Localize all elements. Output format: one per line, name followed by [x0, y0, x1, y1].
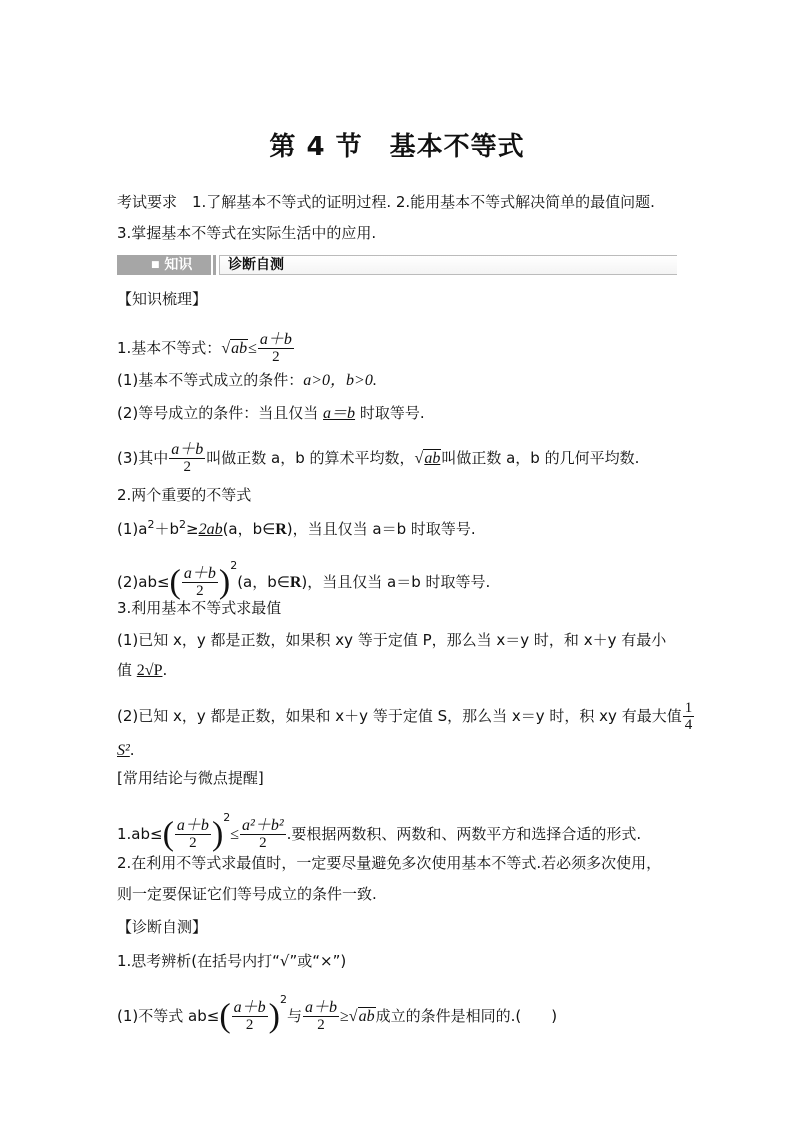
bullet-icon: ■: [151, 260, 160, 270]
sqrt-ab: √ab: [414, 450, 441, 467]
max-value-line1: (2)已知 x，y 都是正数，如果和 x＋y 等于定值 S，那么当 x＝y 时，积 xy 有最大值 $\frac{1}{4}$: [117, 700, 693, 733]
tips-heading: [常用结论与微点提醒]: [117, 769, 264, 787]
fraction: $\frac{a+b}{2}$: [305, 999, 338, 1033]
fraction: $\frac{a+b}{2}$: [259, 331, 292, 365]
section-2-heading: 2.两个重要的不等式: [117, 486, 252, 504]
equality-line: (2)等号成立的条件：当且仅当 a＝b 时取等号.: [117, 404, 425, 422]
basic-inequality: 1.基本不等式：√ab≤ $\frac{a+b}{2}$: [117, 331, 292, 365]
page-title: 第 4 节 基本不等式: [269, 132, 525, 162]
knowledge-heading: 【知识梳理】: [117, 290, 208, 308]
inequality-2-1: $(1)a^2+b^2\ge 2ab(a$，b∈R)，当且仅当 a＝b 时取等号.: [117, 518, 476, 538]
inequality-2-2: (2)ab≤( $\frac{a+b}{2}$ )$^2$(a，b∈R)，当且仅当 a＝b 时取等号.: [117, 559, 491, 601]
condition-line: (1)基本不等式成立的条件：a>0，b>0.: [117, 371, 377, 389]
divider: [213, 255, 216, 275]
tip-1: 1.ab≤( $\frac{a+b}{2}$ )$^2$≤ $\frac{\text{a²＋b²}}{2}$ .要根据两数积、两数和、两数平方和选择合适的形式.: [117, 811, 642, 853]
sqrt-ab: √ab: [221, 340, 248, 357]
max-value-line2: S².: [117, 741, 135, 759]
section-bar: [117, 255, 677, 275]
sqrt-ab: √ab: [348, 1008, 375, 1025]
section-label: 诊断自测: [219, 255, 677, 275]
fraction: $\frac{a+b}{2}$: [233, 999, 266, 1033]
exam-requirements-line2: 3.掌握基本不等式在实际生活中的应用.: [117, 224, 377, 242]
fraction: $\frac{a+b}{2}$: [176, 817, 209, 851]
min-value-line2: 值 2√P.: [117, 661, 168, 679]
mean-line: (3)其中 $\frac{a+b}{2}$ 叫做正数 a，b 的算术平均数，√ab叫做正数 a，b 的几何平均数.: [117, 441, 640, 475]
fraction: $\frac{a+b}{2}$: [171, 441, 204, 475]
fraction: $\frac{1}{4}$: [684, 700, 693, 733]
section-tag: ■ 知识: [117, 255, 211, 275]
fraction: $\frac{\text{a²＋b²}}{2}$: [242, 817, 284, 851]
question-1-1: (1)不等式 ab≤( $\frac{a+b}{2}$ )$^2$与 $\frac{a+b}{2}$ ≥√ab成立的条件是相同的.( ): [117, 993, 558, 1035]
tip-2-line1: 2.在利用不等式求最值时，一定要尽量避免多次使用基本不等式.若必须多次使用，: [117, 854, 662, 872]
question-1: 1.思考辨析(在括号内打“√”或“×”): [117, 952, 347, 970]
diagnosis-heading: 【诊断自测】: [117, 918, 208, 936]
section-3-heading: 3.利用基本不等式求最值: [117, 599, 282, 617]
fraction: $\frac{a+b}{2}$: [183, 565, 216, 599]
min-value-line1: (1)已知 x，y 都是正数，如果积 xy 等于定值 P，那么当 x＝y 时，和 x＋y 有最小: [117, 631, 667, 649]
tip-2-line2: 则一定要保证它们等号成立的条件一致.: [117, 885, 377, 903]
exam-requirements-line1: 考试要求 1.了解基本不等式的证明过程. 2.能用基本不等式解决简单的最值问题.: [117, 193, 655, 211]
